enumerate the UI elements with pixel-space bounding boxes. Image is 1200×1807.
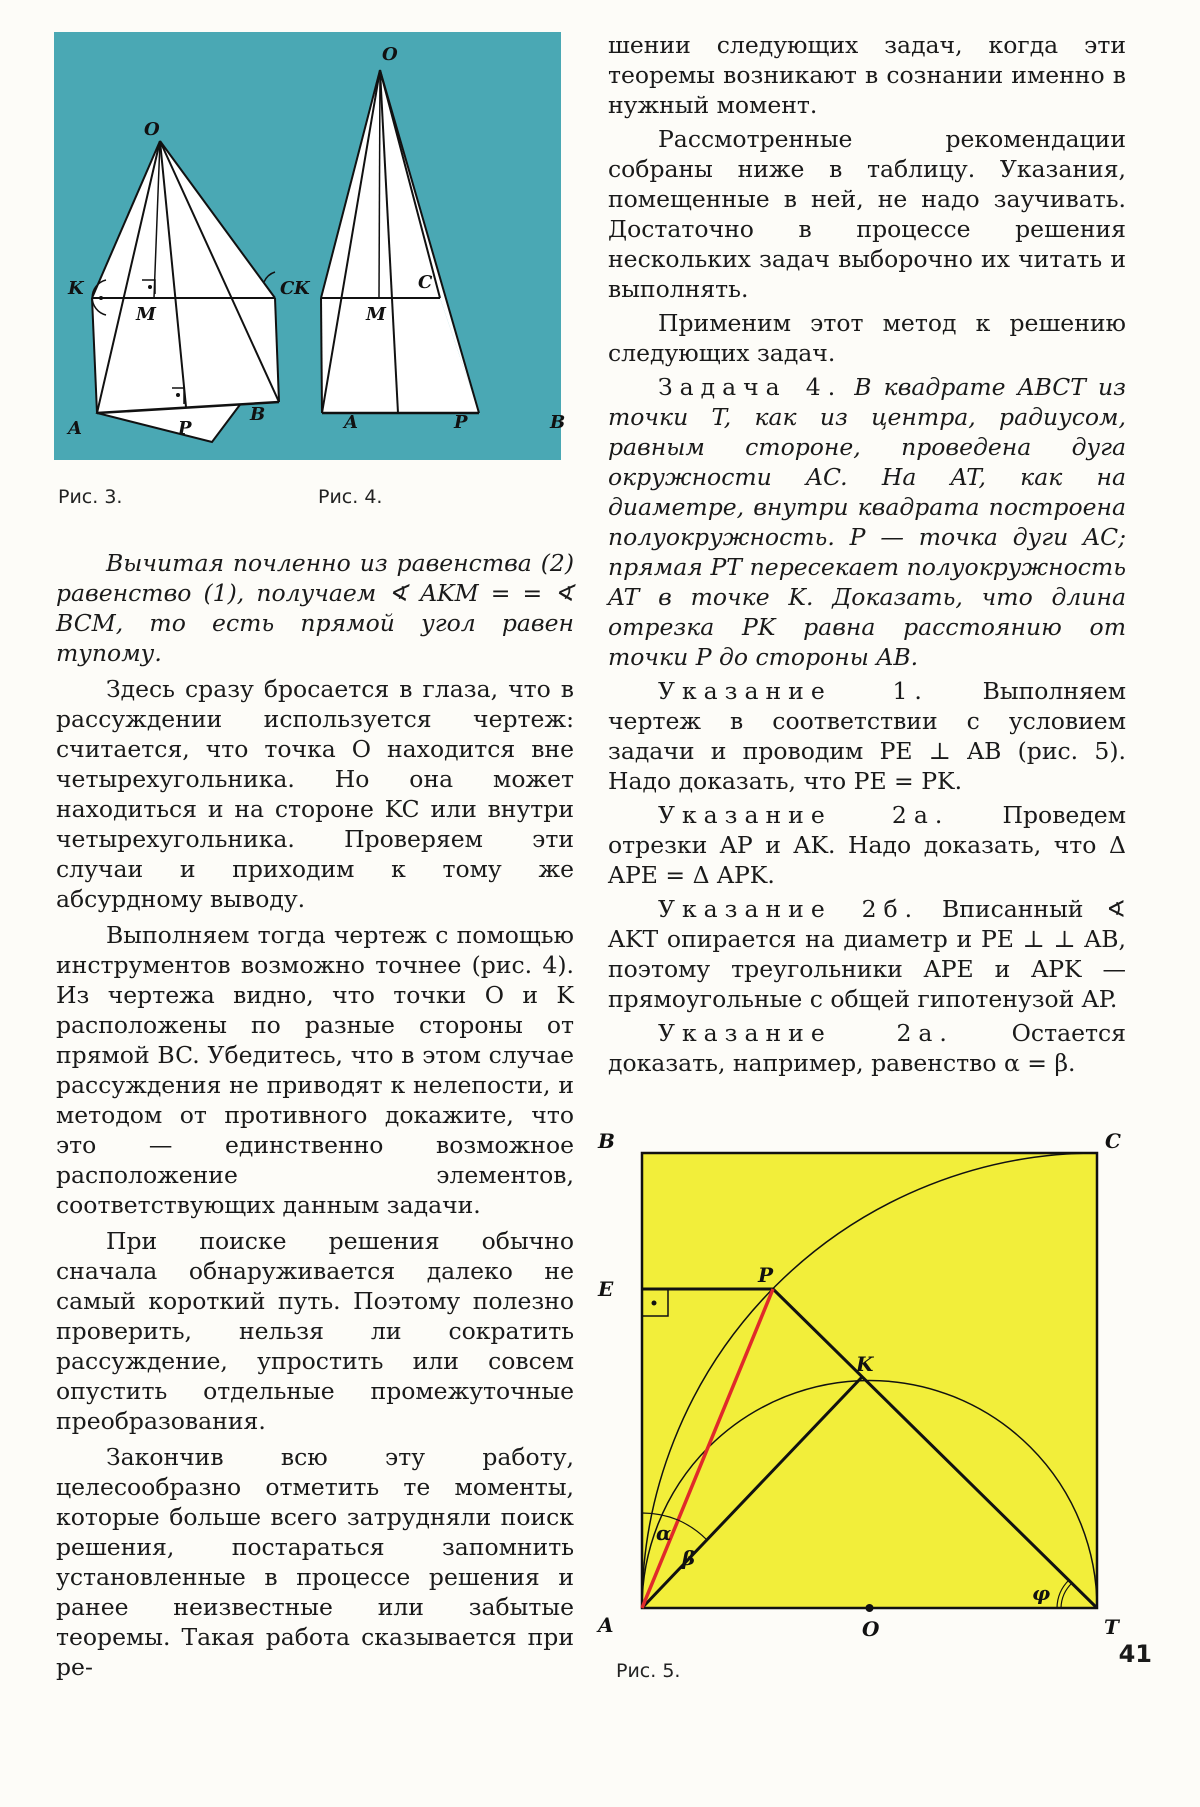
fig5-label-k: K [856,1352,874,1376]
task-4-text: В квадрате ABCT из точки T, как из центра, радиусом, равным стороне, проведена дуга окружности AC. На AT, как на диаметре, внутри квадрата построена полуокружность. P — точка дуги AC; прямая PT пересекает полуокружность AT в точке K. Доказать, что длина отрезка PK равна расстоянию от точки P до стороны AB. [608,373,1126,671]
paragraph-conclusion: Вычитая почленно из равенства (2) равенство (1), получаем ∢ AKM = = ∢ BCM, то есть прямой угол равен тупому. [56,549,574,667]
caption-fig5: Рис. 5. [616,1660,681,1682]
fig4-label-k: K [294,278,310,299]
fig3-label-o: O [144,119,160,140]
fig3-label-p: P [178,418,192,439]
right-angle-e-dot [652,1301,657,1306]
fig4-label-c: C [418,272,433,293]
hint-1-heading: Указание 1. [658,677,929,705]
fig4-label-o: O [382,44,398,65]
fig5-label-alpha: α [656,1521,672,1545]
paragraph-finish-work: Закончив всю эту работу, целесообразно отметить те моменты, которые больше всего затрудняли поиск решения, постараться запомнить установленные в процессе решения и ранее неизвестные или забытые теоремы. Такая работа сказывается при ре- [56,1443,574,1681]
fig5-label-phi: φ [1032,1581,1051,1605]
hint-2b-text: Вписанный ∢ AKT опирается на диаметр и PE ⊥ ⊥ AB, поэтому треугольники APE и APK — прямоугольные с общей гипотенузой AP. [608,895,1126,1013]
fig3-label-m: M [136,304,156,325]
fig5-label-c: C [1105,1129,1121,1153]
fig3-label-b: B [250,404,266,425]
paragraph-apply-method: Применим этот метод к решению следующих задач. [608,309,1126,367]
paragraph-recommendations: Рассмотренные рекомендации собраны ниже в таблицу. Указания, помещенные в ней, не надо заучивать. Достаточно в процессе решения нескольких задач выборочно их читать и выполнять. [608,125,1126,303]
fig4-label-p: P [454,412,468,433]
fig3-label-c: C [280,278,295,299]
paragraph-continuation: шении следующих задач, когда эти теоремы возникают в сознании именно в нужный момент. [608,31,1126,119]
right-text-column [608,30,1126,1082]
hint-2b-heading: Указание 2б. [658,895,920,923]
fig5-label-p: P [758,1263,774,1287]
paragraph-search-solution: При поиске решения обычно сначала обнаруживается далеко не самый короткий путь. Поэтому полезно проверить, нельзя ли сократить рассуждение, упростить или совсем опустить отдельные промежуточные преобразования. [56,1227,574,1435]
fig3-label-a: A [68,418,82,439]
hint-1 [608,676,1126,796]
left-text-column [56,548,574,1688]
hint-2b [608,894,1126,1014]
fig5-label-o: O [862,1617,880,1641]
task-4-heading: Задача 4. [658,373,843,401]
figure-5 [600,1120,1140,1640]
fig5-label-t: T [1104,1615,1119,1639]
caption-fig3: Рис. 3. [58,486,123,508]
hint-2a-heading: Указание 2а. [658,801,950,829]
paragraph-drawing-assumption: Здесь сразу бросается в глаза, что в рассуждении используется чертеж: считается, что точка O находится вне четырехугольника. Но она может находиться и на стороне KC или внутри четырехугольника. Проверяем эти случаи и приходим к тому же абсурдному выводу. [56,675,574,913]
hint-2a-text: Проведем отрезки AP и AK. Надо доказать, что Δ APE = Δ APK. [608,801,1126,889]
paragraph-precise-drawing: Выполняем тогда чертеж с помощью инструментов возможно точнее (рис. 4). Из чертежа видно, что точки O и K расположены по разные стороны от прямой BC. Убедитесь, что в этом случае рассуждения не приводят к нелепости, и методом от противного докажите, что это — единственно возможное расположение элементов, соответствующих данным задачи. [56,921,574,1219]
fig4-label-m: M [366,304,386,325]
hint-2a-second [608,1018,1126,1078]
fig5-label-e: E [598,1277,614,1301]
hint-2a [608,800,1126,890]
figure-pyramids [54,32,566,460]
point-o [866,1604,874,1612]
page-number: 41 [1118,1640,1152,1668]
hint-1-text: Выполняем чертеж в соответствии с условием задачи и проводим PE ⊥ AB (рис. 5). Надо доказать, что PE = PK. [608,677,1126,795]
fig4-label-a: A [344,412,358,433]
hint-2a-second-text: Остается доказать, например, равенство α = β. [608,1019,1126,1077]
fig5-label-a: A [598,1613,614,1637]
fig5-label-b: B [598,1129,615,1153]
fig4-label-b: B [550,412,566,433]
fig3-label-k: K [68,278,84,299]
fig5-label-beta: β [682,1546,696,1570]
hint-2a-second-heading: Указание 2а. [658,1019,954,1047]
caption-fig4: Рис. 4. [318,486,383,508]
task-4 [608,372,1126,672]
